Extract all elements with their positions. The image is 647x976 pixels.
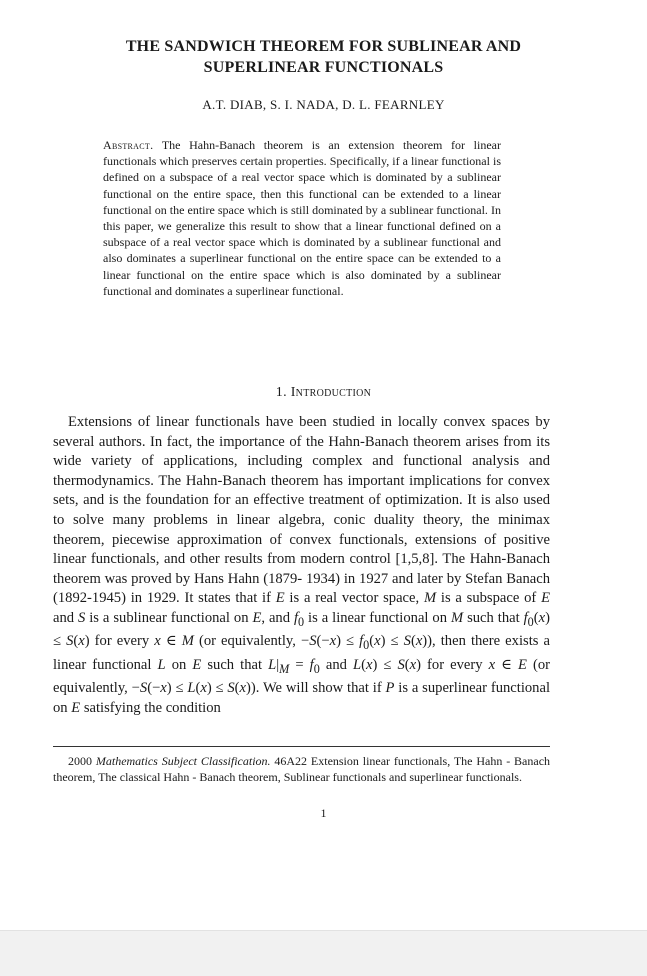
footnote-year: 2000 [68,754,92,768]
abstract-label: Abstract. [103,138,154,152]
paper-authors: A.T. DIAB, S. I. NADA, D. L. FEARNLEY [202,97,445,112]
abstract-text: The Hahn-Banach theorem is an extension theorem for linear functionals which preserves certain properties. Specifically, if a linear functional is defined on a subspace of a real vector space which is dominated by a sublinear functional on the entire space, then this functional can be extended to a linear functional on the entire space which is still dominated by a sublinear functional. In this paper, we generalize this result to show that a linear functional defined on a subspace of a real vector space which is dominated by a sublinear functional and also dominates a superlinear functional on the entire space can be extended to a linear functional on the entire space which is also dominated by a sublinear functional and dominates a superlinear functional. [103,138,501,298]
section-title: Introduction [290,385,372,400]
footnote-rule [53,746,550,747]
footnote [53,753,550,785]
title-line-1: THE SANDWICH THEOREM FOR SUBLINEAR AND [125,38,522,55]
viewer-bottom-bar [0,930,647,976]
introduction-paragraph: Extensions of linear functionals have been studied in locally convex spaces by several authors. In fact, the importance of the Hahn-Banach theorem arises from its wide variety of applications, including complex and functional analysis and thermodynamics. The Hahn-Banach theorem has important implications for convex sets, and is the foundation for an effective treatment of optimization. It is also used to solve many problems in linear algebra, conic duality theory, the minimax theorem, piecewise approximation of convex functionals, extensions of positive linear functionals, and other results from modern control [1,5,8]. The Hahn-Banach theorem was proved by Hans Hahn (1879- 1934) in 1927 and later by Stefan Banach (1892-1945) in 1929. It states that if E is a real vector space, M is a subspace of E and S is a sublinear functional on E, and $f_0$ is a linear functional on M such that $f_0(x) \le S(x)$ for every x ∈ M (or equivalently, $-S(-x) \le f_0(x) \le S(x)$), then there exists a linear functional L on E such that $L|_M = f_0$ and L(x) ≤ S(x) for every x ∈ E (or equivalently, −S(−x) ≤ L(x) ≤ S(x)). We will show that if P is a superlinear functional on E satisfying the condition [53,414,551,717]
paper-title [40,36,607,78]
section-heading [40,385,607,401]
section-number: 1. [275,385,287,400]
title-line-2: SUPERLINEAR FUNCTIONALS [203,59,444,76]
page-number: 1 [320,806,327,820]
abstract [103,137,501,299]
footnote-msc-label: Mathematics Subject Classification. [95,754,271,768]
footnote-text: 46A22 Extension linear functionals, The Hahn - Banach theorem, The classical Hahn - Banach theorem, Sublinear functionals and superlinear functionals. [53,754,551,785]
